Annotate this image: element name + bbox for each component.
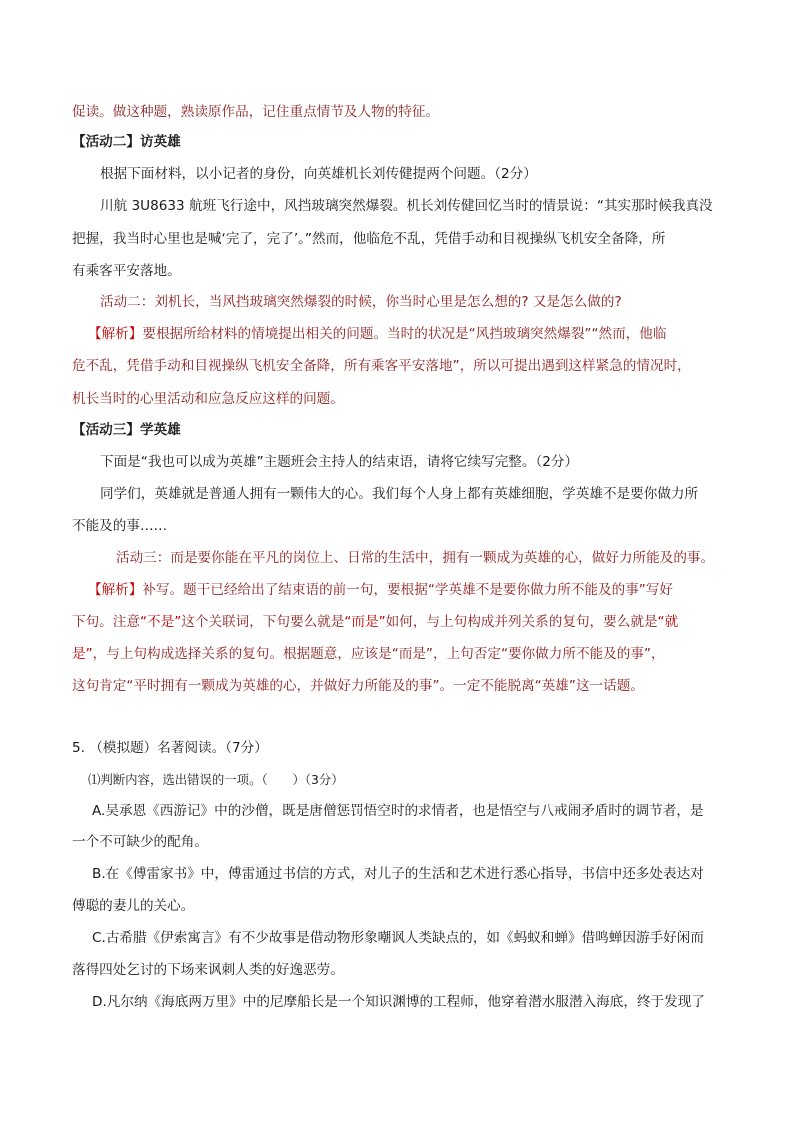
- text-span: 活动三：而是要你能在平凡的岗位上、日常的生活中，拥有一颗成为英雄的心，做好力所能及的事。: [116, 550, 715, 566]
- line: [92, 864, 704, 884]
- line: [92, 801, 704, 821]
- text-span: 【解析】: [88, 326, 143, 342]
- text-span: 这句肯定“平时拥有一颗成为英雄的心，并做好力所能及的事”。一定不能脱离“英雄”这一话题。: [72, 678, 644, 694]
- text-span: 要根据所给材料的情境提出相关的问题。当时的状况是“风挡玻璃突然爆裂”“然而，他临: [142, 326, 667, 342]
- text-span: 傅聪的妻儿的关心。: [72, 898, 195, 914]
- text-span: 这个关联词，下句要么就是: [181, 614, 345, 630]
- line: [72, 516, 167, 536]
- line: [72, 389, 344, 409]
- text-span: “而是”: [344, 614, 386, 630]
- line: [100, 292, 622, 312]
- line: [72, 132, 181, 152]
- line: [72, 896, 194, 916]
- text-span: 【活动三】学英雄: [72, 422, 181, 438]
- text-span: D.凡尔纳《海底两万里》中的尼摩船长是一个知识渊博的工程师，他穿着潜水服潜入海底，终于发现了: [92, 994, 705, 1010]
- text-span: 【活动二】访英雄: [72, 134, 181, 150]
- text-span: 不能及的事……: [72, 518, 168, 534]
- line: [72, 676, 644, 696]
- line: [92, 928, 704, 948]
- text-span: 下面是“我也可以成为英雄”主题班会主持人的结束语，请将它续写完整。（2分）: [100, 454, 579, 470]
- line: [72, 229, 665, 249]
- text-span: 根据下面材料，以小记者的身份，向英雄机长刘传健提两个问题。（2分）: [100, 166, 537, 182]
- line: [72, 960, 344, 980]
- text-span: 下句。注意: [72, 614, 140, 630]
- text-span: 危不乱，凭借手动和目视操纵飞机安全备降，所有乘客平安落地”，所以可提出遇到这样紧急的情况时，: [72, 358, 691, 374]
- text-span: A.吴承恩《西游记》中的沙僧，既是唐僧惩罚悟空时的求情者，也是悟空与八戒闹矛盾时的调节者，是: [92, 803, 704, 819]
- line: [72, 102, 439, 122]
- line: [72, 356, 691, 376]
- text-span: ，与上句构成选择关系的复句。根据题意，应该是“而是”，上句否定“要你做力所不能及的事”，: [92, 646, 665, 662]
- text-span: 有乘客平安落地。: [72, 263, 181, 279]
- line: [100, 484, 698, 504]
- text-span: 落得四处乞讨的下场来讽刺人类的好逸恶劳。: [72, 962, 344, 978]
- line: [72, 738, 268, 758]
- line: [100, 452, 578, 472]
- text-span: 机长当时的心里活动和应急反应这样的问题。: [72, 391, 344, 407]
- line: [100, 196, 713, 216]
- text-span: 川航 3U8633 航班飞行途中，风挡玻璃突然爆裂。机长刘传健回忆当时的情景说：“其实那时候我真没: [100, 198, 713, 214]
- line: [72, 420, 181, 440]
- line: [88, 770, 344, 790]
- text-span: 如何，与上句构成并列关系的复句，要么就是: [385, 614, 658, 630]
- text-span: “不是”: [139, 614, 182, 630]
- text-span: 一个不可缺少的配角。: [72, 834, 208, 850]
- text-span: 活动二：刘机长，当风挡玻璃突然爆裂的时候，你当时心里是怎么想的? 又是怎么做的?: [100, 294, 622, 310]
- text-span: ⑴判断内容，选出错误的一项。（ ）（3分）: [88, 772, 344, 787]
- line: [88, 580, 673, 600]
- line: [100, 164, 537, 184]
- text-span: 促读。做这种题，熟读原作品，记住重点情节及人物的特征。: [72, 104, 440, 120]
- line: [72, 832, 208, 852]
- text-span: 【解析】: [88, 582, 143, 598]
- text-span: 补写。题干已经给出了结束语的前一句，要根据“学英雄不是要你做力所不能及的事”写好: [142, 582, 674, 598]
- text-span: 把握，我当时心里也是喊‘完了，完了’。”然而，他临危不乱，凭借手动和目视操纵飞机安全备降，所: [72, 231, 666, 247]
- line: [72, 612, 678, 632]
- line: [72, 644, 665, 664]
- line: [116, 548, 714, 568]
- text-span: 是”: [72, 646, 93, 662]
- text-span: B.在《傅雷家书》中，傅雷通过书信的方式，对儿子的生活和艺术进行悉心指导，书信中还多处表达对: [92, 866, 704, 882]
- text-span: C.古希腊《伊索寓言》有不少故事是借动物形象嘲讽人类缺点的，如《蚂蚁和蝉》借鸣蝉因游手好闲而: [92, 930, 704, 946]
- text-span: 同学们，英雄就是普通人拥有一颗伟大的心。我们每个人身上都有英雄细胞，学英雄不是要你做力所: [100, 486, 699, 502]
- text-span: “就: [657, 614, 679, 630]
- line: [88, 324, 666, 344]
- text-span: 5. （模拟题）名著阅读。（7分）: [72, 740, 268, 756]
- line: [72, 261, 181, 281]
- line: [92, 992, 705, 1012]
